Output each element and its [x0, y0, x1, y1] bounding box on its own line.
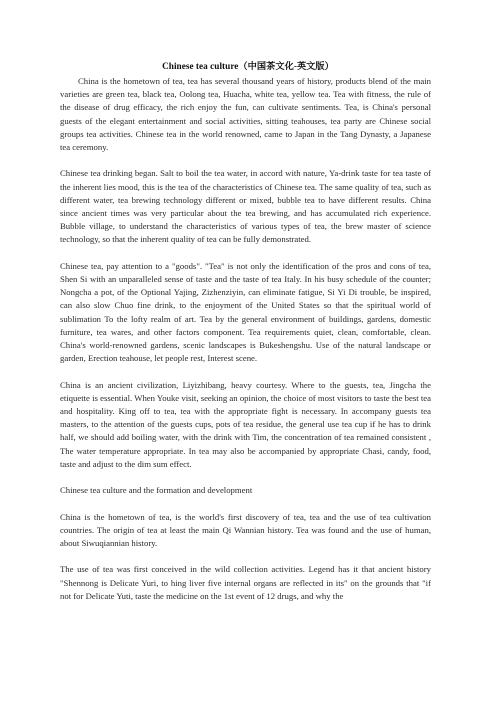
paragraph-origin: The use of tea was first conceived in the wild collection activities. Legend has it that ancient history "Shennong is Delicate Yuri, to hing liver five internal organs are reflected in its" on the grounds that "if not for Delicate Yuti, taste the medicine on the 1st event of 12 drugs, and why the [60, 564, 431, 601]
document-title: Chinese tea culture（中国茶文化-英文版） [162, 61, 334, 71]
document-body [60, 75, 431, 616]
paragraph-tea-goods: Chinese tea, pay attention to a "goods". "Tea" is not only the identification of the pros and cons of tea, Shen Si with an unparalleled sense of taste and the taste of tea Italy. In his busy schedule of the counter; Nongcha a pot, of the Optional Yajing, Zizhenziyin, can eliminate fatigue, Si Yi Di trouble, be inspired, can also slow Chuo fine drink, to the enjoyment of the United States so that the spiritual world of sublimation To the lofty realm of art. Tea by the general environment of buildings, gardens, domestic furniture, tea wares, and other factors component. Tea requirements quiet, clean, comfortable, clean. China's world-renowned gardens, scenic landscapes is Bukeshengshu. Use of the natural landscape or garden, Erection teahouse, let people rest, Interest scene. [60, 260, 431, 364]
paragraph-tea-drinking: Chinese tea drinking began. Salt to boil the tea water, in accord with nature, Ya-drink taste for tea taste of the inherent lies mood, this is the tea of the characteristics of Chinese tea. The same quality of tea, such as different water, tea brewing technology different or mixed, bubble tea to have different results. China since ancient times was very particular about the tea brewing, and has accumulated rich experience. Bubble village, to understand the characteristics of various types of tea, the brew master of science technology, so that the inherent quality of tea can be fully demonstrated. [60, 168, 431, 245]
paragraph-etiquette: China is an ancient civilization, Liyizhibang, heavy courtesy. Where to the guests, tea, Jingcha the etiquette is essential. When Youke visit, seeking an opinion, the choice of most visitors to taste the best tea and hospitality. King off to tea, tea with the appropriate fight is necessary. In accompany guests tea masters, to the attention of the guests cups, pots of tea residue, the general use tea cup if he has to drink half, we should add boiling water, with the drink with Tim, the concentration of tea remained consistent , The water temperature appropriate. In tea may also be accompanied by appropriate Chasi, candy, food, taste and adjust to the dim sum effect. [60, 379, 431, 469]
section-heading: Chinese tea culture and the formation and development [60, 485, 253, 496]
paragraph-hometown: China is the hometown of tea, is the world's first discovery of tea, tea and the use of tea cultivation countries. The origin of tea at least the main Qi Wannian history. Tea was found and the use of human, about Siwuqiannian history. [60, 511, 431, 549]
paragraph-intro: China is the hometown of tea, tea has several thousand years of history, products blend of the main varieties are green tea, black tea, Oolong tea, Huacha, white tea, yellow tea. Tea with fitness, the rule of the disease of drug efficacy, the rich enjoy the fun, can cultivate sentiments. Tea, is China's personal guests of the elegant entertainment and social activities, sitting teahouses, tea party are Chinese social groups tea activities. Chinese tea in the world renowned, came to Japan in the Tang Dynasty, a Japanese tea ceremony. [60, 76, 431, 153]
